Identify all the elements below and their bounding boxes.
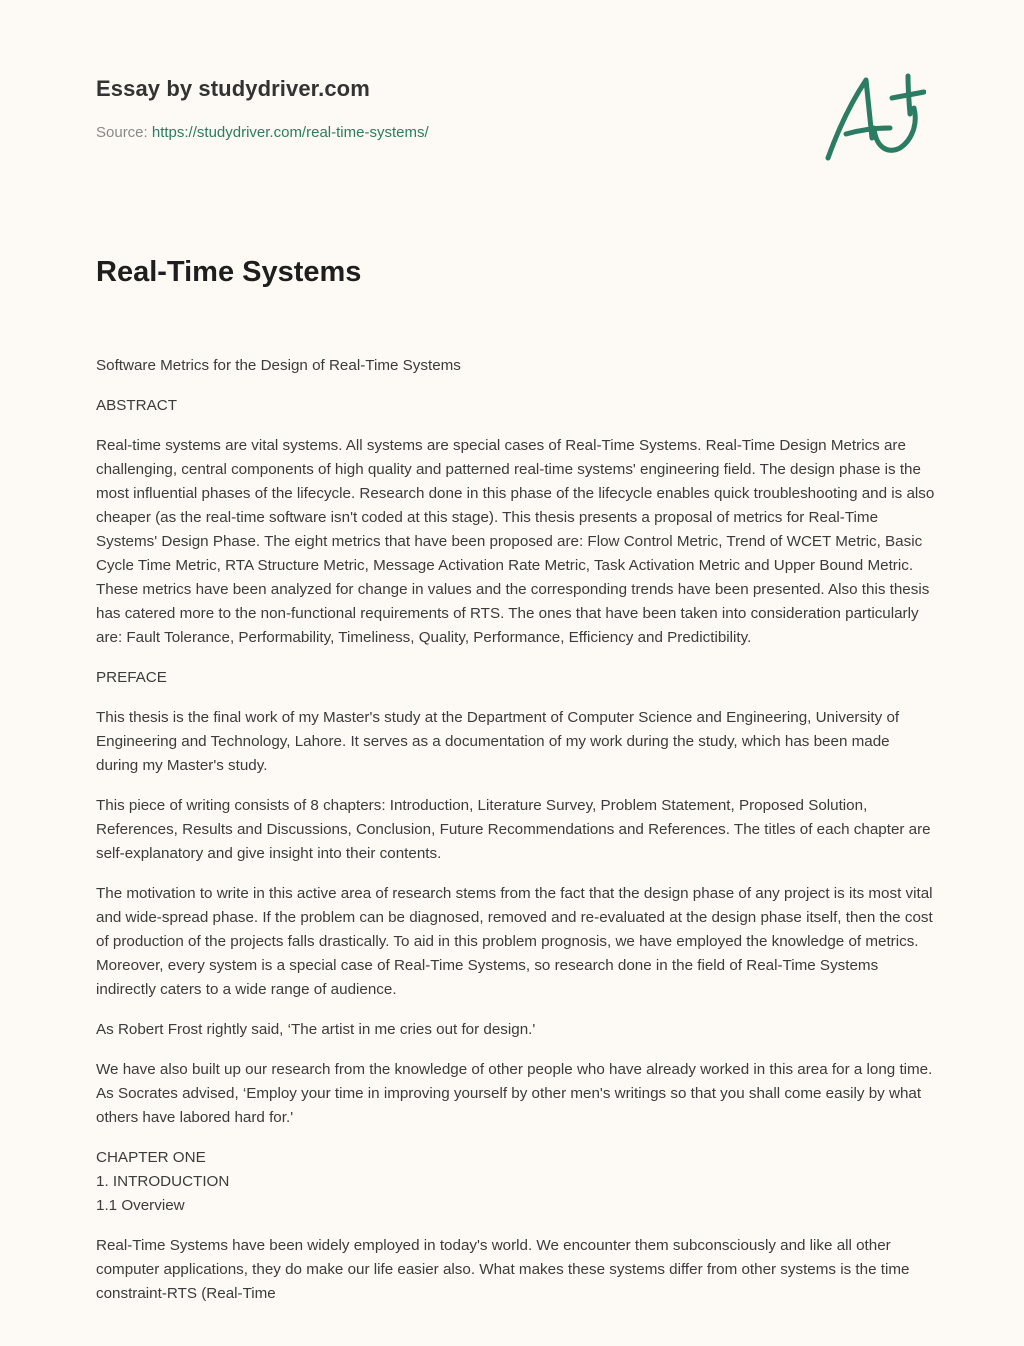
preface-paragraph-1: This thesis is the final work of my Master's study at the Department of Computer Science and Engineering, University of Engineering and Technology, Lahore. It serves as a documentation of my work during the study, which has been made during my Master's study. [96,709,900,774]
brand-title: Essay by studydriver.com [96,76,370,101]
page-header [96,0,936,200]
source-line [96,124,429,141]
preface-paragraph-2: This piece of writing consists of 8 chapters: Introduction, Literature Survey, Problem Statement, Proposed Solution, References, Results and Discussions, Conclusion, Future Recommendations and References. The titles of each chapter are self-explanatory and give insight into their contents. [96,797,931,862]
source-label: Source: [96,124,148,141]
frost-quote: As Robert Frost rightly said, ‘The artist in me cries out for design.' [96,1021,536,1038]
document-title: Real-Time Systems [96,256,362,288]
essay-page [96,0,936,1302]
document-subtitle: Software Metrics for the Design of Real-Time Systems [96,357,461,374]
abstract-heading: ABSTRACT [96,397,178,414]
preface-heading: PREFACE [96,669,167,686]
subsection-heading: 1.1 Overview [96,1197,185,1214]
chapter-heading: CHAPTER ONE [96,1149,206,1166]
essay-body [96,354,936,1322]
chapter-headings [96,1146,936,1218]
preface-paragraph-3: The motivation to write in this active area of research stems from the fact that the design phase of any project is its most vital and wide-spread phase. If the problem can be diagnosed, removed and re-evaluated at the design phase itself, then the cost of production of the projects falls drastically. To aid in this problem prognosis, we have employed the knowledge of metrics. Moreover, every system is a special case of Real-Time Systems, so research done in the field of Real-Time Systems indirectly caters to a wide range of audience. [96,885,933,998]
overview-paragraph: Real-Time Systems have been widely employed in today's world. We encounter them subconsciously and like all other computer applications, they do make our life easier also. What makes these systems differ from other systems is the time constraint-RTS (Real-Time [96,1237,910,1302]
a-plus-logo-icon [824,68,926,164]
source-link[interactable]: https://studydriver.com/real-time-systems/ [151,124,429,141]
abstract-paragraph: Real-time systems are vital systems. All systems are special cases of Real-Time Systems. Real-Time Design Metrics are challenging, central components of high quality and patterned real-time systems' engineering field. The design phase is the most influential phases of the lifecycle. Research done in this phase of the lifecycle enables quick troubleshooting and is also cheaper (as the real-time software isn't coded at this stage). This thesis presents a proposal of metrics for Real-Time Systems' Design Phase. The eight metrics that have been proposed are: Flow Control Metric, Trend of WCET Metric, Basic Cycle Time Metric, RTA Structure Metric, Message Activation Rate Metric, Task Activation Metric and Upper Bound Metric. These metrics have been analyzed for change in values and the corresponding trends have been presented. Also this thesis has catered more to the non-functional requirements of RTS. The ones that have been taken into consideration particularly are: Fault Tolerance, Performability, Timeliness, Quality, Performance, Efficiency and Predictibility. [96,437,935,646]
preface-paragraph-4: We have also built up our research from the knowledge of other people who have already worked in this area for a long time. As Socrates advised, ‘Employ your time in improving yourself by other men's writings so that you shall come easily by what others have labored hard for.' [96,1061,933,1126]
section-heading: 1. INTRODUCTION [96,1173,230,1190]
